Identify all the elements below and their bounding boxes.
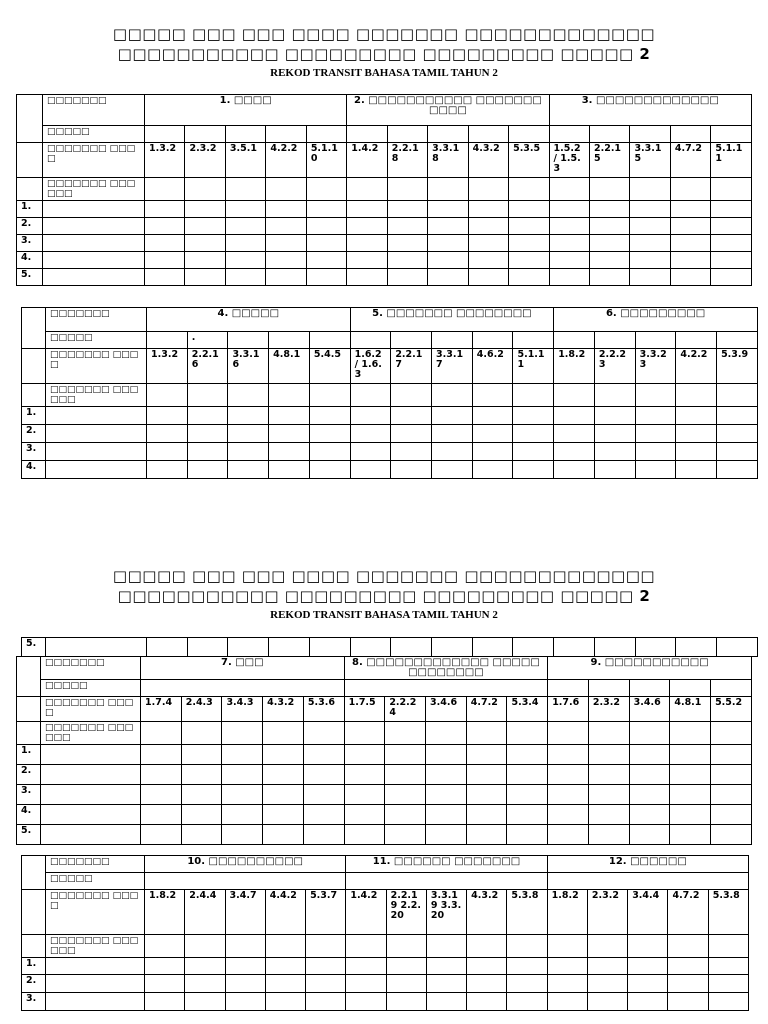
- subtopic-label: □□□□□: [46, 332, 147, 349]
- standard-code: 1.7.4: [141, 697, 182, 722]
- form-title-line-1-repeat: □□□□□ □□□ □□□ □□□□ □□□□□□□ □□□□□□□□□□□□□: [112, 567, 656, 585]
- row-number: 2.: [17, 218, 43, 235]
- standard-code: 1.3.2: [145, 143, 185, 178]
- student-name-cell[interactable]: [46, 425, 147, 443]
- student-name-cell[interactable]: [46, 958, 145, 975]
- corner-cell: [17, 657, 41, 697]
- subtopic-cell[interactable]: [391, 332, 432, 349]
- standard-code: 4.8.1: [269, 349, 310, 384]
- standard-code: 4.2.2: [266, 143, 306, 178]
- blank-cell: [22, 935, 46, 958]
- transit-table-1: [16, 94, 752, 286]
- subtopic-cell[interactable]: [670, 680, 711, 697]
- transit-table-4: [21, 855, 749, 1011]
- topic-group-3: 3. □□□□□□□□□□□□□: [549, 95, 751, 126]
- subtopic-label: □□□□□: [43, 126, 145, 143]
- carry-over-row: [21, 637, 758, 657]
- student-name-cell[interactable]: [41, 805, 141, 825]
- student-name-cell[interactable]: [46, 461, 147, 479]
- standard-code: 3.4.4: [628, 890, 668, 935]
- standard-code: 3.3.18: [428, 143, 468, 178]
- subtopic-cell[interactable]: [676, 332, 717, 349]
- standard-code: 1.7.5: [344, 697, 385, 722]
- standard-code: 4.6.2: [472, 349, 513, 384]
- topic-group-4: 4. □□□□□: [147, 308, 351, 332]
- corner-cell: [22, 856, 46, 890]
- standard-code: 3.4.6: [629, 697, 670, 722]
- topic-group-5: 5. □□□□□□□ □□□□□□□□: [350, 308, 554, 332]
- standard-code: 2.2.16: [187, 349, 228, 384]
- standard-code: 5.3.6: [303, 697, 344, 722]
- row-number: 2.: [22, 425, 46, 443]
- standard-code: 2.2.23: [594, 349, 635, 384]
- topic-group-6: 6. □□□□□□□□□: [554, 308, 758, 332]
- standard-code: 4.7.2: [668, 890, 708, 935]
- topic-group-2: 2. □□□□□□□□□□□ □□□□□□□□□□□: [347, 95, 549, 126]
- topic-group-8: 8. □□□□□□□□□□□□□ □□□□□□□□□□□□□: [344, 657, 548, 680]
- subtopic-cell[interactable]: [225, 126, 265, 143]
- form-title-line-2: □□□□□□□□□□□ □□□□□□□□□ □□□□□□□□□ □□□□□ 2: [117, 45, 651, 63]
- subtopic-cell[interactable]: [185, 126, 225, 143]
- standard-code: 2.2.18: [387, 143, 427, 178]
- subtopic-cell[interactable]: [670, 126, 710, 143]
- subtopic-label: □□□□□: [41, 680, 141, 697]
- subtopic-cell[interactable]: [306, 126, 346, 143]
- subtopic-cell[interactable]: [266, 126, 306, 143]
- corner-cell: [17, 95, 43, 143]
- student-name-cell[interactable]: [46, 443, 147, 461]
- row-number: 3.: [17, 785, 41, 805]
- student-name-cell[interactable]: [43, 235, 145, 252]
- blank-cell: [17, 178, 43, 201]
- standard-code: 4.3.2: [468, 143, 508, 178]
- standard-code: 3.3.23: [635, 349, 676, 384]
- row-number: 4.: [17, 252, 43, 269]
- row-number: 3.: [22, 443, 46, 461]
- topic-group-1: 1. □□□□: [145, 95, 347, 126]
- standard-code: 1.4.2: [346, 890, 386, 935]
- subtopic-cell[interactable]: [717, 332, 758, 349]
- row-number: 4.: [22, 461, 46, 479]
- student-name-cell[interactable]: [46, 993, 145, 1011]
- blank-cell: [17, 143, 43, 178]
- standard-code: 2.2.15: [589, 143, 629, 178]
- subtopic-cell[interactable]: [589, 126, 629, 143]
- subtopic-cell[interactable]: [141, 680, 345, 697]
- row-number: 1.: [22, 407, 46, 425]
- row-number: 5.: [17, 825, 41, 845]
- subtopic-cell[interactable]: [269, 332, 310, 349]
- standard-code: 3.4.3: [222, 697, 263, 722]
- row-number: 1.: [17, 745, 41, 765]
- subtopic-cell[interactable]: [711, 680, 752, 697]
- standard-code: 5.4.5: [309, 349, 350, 384]
- subtopic-cell[interactable]: [468, 126, 508, 143]
- subtopic-cell[interactable]: [350, 332, 391, 349]
- standard-code: 1.4.2: [347, 143, 387, 178]
- subtopic-cell[interactable]: [344, 680, 548, 697]
- standard-code: 2.3.2: [185, 143, 225, 178]
- level-label: □□□□□□□ □□□□□□: [46, 384, 147, 407]
- standard-code: 5.3.8: [708, 890, 748, 935]
- subtopic-cell[interactable]: [513, 332, 554, 349]
- standard-code: 1.5.2 / 1.5.3: [549, 143, 589, 178]
- standard-code: 1.7.6: [548, 697, 589, 722]
- standard-code: 5.3.5: [509, 143, 549, 178]
- student-name-cell[interactable]: [43, 218, 145, 235]
- standard-code: 4.4.2: [265, 890, 305, 935]
- standard-code: 1.3.2: [147, 349, 188, 384]
- subtopic-cell[interactable]: [147, 332, 188, 349]
- standard-label: □□□□□□□ □□□□: [46, 349, 147, 384]
- subtopic-cell[interactable]: [228, 332, 269, 349]
- row-number: 1.: [22, 958, 46, 975]
- row-number: 1.: [17, 201, 43, 218]
- standard-code: 3.3.15: [630, 143, 670, 178]
- topic-label: □□□□□□□: [46, 308, 147, 332]
- topic-group-12: 12. □□□□□□: [547, 856, 748, 873]
- topic-label: □□□□□□□: [43, 95, 145, 126]
- topic-group-7: 7. □□□: [141, 657, 345, 680]
- subtopic-cell[interactable]: [309, 332, 350, 349]
- row-number: 5.: [22, 638, 46, 657]
- student-name-cell[interactable]: [43, 201, 145, 218]
- standard-code: 1.6.2 / 1.6.3: [350, 349, 391, 384]
- student-name-cell[interactable]: [43, 269, 145, 286]
- subtopic-cell[interactable]: [594, 332, 635, 349]
- transit-table-2: [21, 307, 758, 479]
- row-number: 2.: [17, 765, 41, 785]
- standard-code: 1.8.2: [554, 349, 595, 384]
- row-number: 4.: [17, 805, 41, 825]
- subtopic-cell[interactable]: [145, 126, 185, 143]
- standard-code: 3.3.16: [228, 349, 269, 384]
- subtopic-cell[interactable]: [509, 126, 549, 143]
- standard-code: 4.7.2: [670, 143, 710, 178]
- level-label: □□□□□□□ □□□□□□: [43, 178, 145, 201]
- level-label: □□□□□□□ □□□□□□: [46, 935, 145, 958]
- form-title-line-2-repeat: □□□□□□□□□□□ □□□□□□□□□ □□□□□□□□□ □□□□□ 2: [117, 587, 651, 605]
- subtopic-cell[interactable]: [346, 873, 547, 890]
- subtopic-cell[interactable]: [387, 126, 427, 143]
- standard-code: 2.2.19 2.2.20: [386, 890, 426, 935]
- form-subtitle: REKOD TRANSIT BAHASA TAMIL TAHUN 2: [270, 67, 498, 79]
- row-number: 2.: [22, 975, 46, 993]
- subtopic-cell[interactable]: [548, 680, 589, 697]
- standard-code: 5.1.10: [306, 143, 346, 178]
- blank-cell: [17, 722, 41, 745]
- standard-code: 2.3.2: [587, 890, 627, 935]
- standard-code: 5.3.7: [306, 890, 346, 935]
- topic-label: □□□□□□□: [46, 856, 145, 873]
- subtopic-cell[interactable]: [549, 126, 589, 143]
- subtopic-cell[interactable]: [428, 126, 468, 143]
- subtopic-cell[interactable]: [472, 332, 513, 349]
- corner-cell: [22, 308, 46, 349]
- subtopic-cell[interactable]: [711, 126, 752, 143]
- standard-code: 4.3.2: [263, 697, 304, 722]
- subtopic-cell[interactable]: [145, 873, 346, 890]
- subtopic-cell[interactable]: [629, 680, 670, 697]
- topic-group-10: 10. □□□□□□□□□□: [145, 856, 346, 873]
- form-subtitle-repeat: REKOD TRANSIT BAHASA TAMIL TAHUN 2: [270, 609, 498, 621]
- level-label: □□□□□□□ □□□□□□: [41, 722, 141, 745]
- student-name-cell[interactable]: [41, 745, 141, 765]
- standard-code: 3.4.6: [426, 697, 467, 722]
- subtopic-cell[interactable]: [630, 126, 670, 143]
- student-name-cell[interactable]: [41, 785, 141, 805]
- student-name-cell[interactable]: [46, 975, 145, 993]
- standard-code: 5.1.11: [513, 349, 554, 384]
- blank-cell: [22, 349, 46, 384]
- subtopic-cell[interactable]: [547, 873, 748, 890]
- standard-code: 2.2.24: [385, 697, 426, 722]
- row-number: 5.: [17, 269, 43, 286]
- standard-code: 3.5.1: [225, 143, 265, 178]
- standard-code: 4.2.2: [676, 349, 717, 384]
- blank-cell: [22, 890, 46, 935]
- subtopic-cell[interactable]: [347, 126, 387, 143]
- topic-group-11: 11. □□□□□□ □□□□□□□: [346, 856, 547, 873]
- form-title-line-1: □□□□□ □□□ □□□ □□□□ □□□□□□□ □□□□□□□□□□□□□: [112, 25, 656, 43]
- topic-group-9: 9. □□□□□□□□□□□: [548, 657, 752, 680]
- standard-code: 3.3.17: [432, 349, 473, 384]
- standard-code: 5.3.8: [507, 890, 547, 935]
- blank-cell: [22, 384, 46, 407]
- student-name-cell[interactable]: [41, 765, 141, 785]
- standard-code: 2.2.17: [391, 349, 432, 384]
- standard-code: 5.5.2: [711, 697, 752, 722]
- standard-code: 1.8.2: [547, 890, 587, 935]
- standard-code: 5.3.9: [717, 349, 758, 384]
- standard-label: □□□□□□□ □□□□: [43, 143, 145, 178]
- student-name-cell[interactable]: [46, 638, 147, 657]
- standard-label: □□□□□□□ □□□□: [46, 890, 145, 935]
- subtopic-cell[interactable]: [635, 332, 676, 349]
- row-number: 3.: [17, 235, 43, 252]
- subtopic-cell[interactable]: [588, 680, 629, 697]
- topic-label: □□□□□□□: [41, 657, 141, 680]
- standard-code: 5.3.4: [507, 697, 548, 722]
- student-name-cell[interactable]: [41, 825, 141, 845]
- standard-code: 5.1.11: [711, 143, 752, 178]
- row-number: 3.: [22, 993, 46, 1011]
- subtopic-cell[interactable]: [554, 332, 595, 349]
- standard-code: 4.3.2: [467, 890, 507, 935]
- standard-label: □□□□□□□ □□□□: [41, 697, 141, 722]
- standard-code: 2.4.4: [185, 890, 225, 935]
- student-name-cell[interactable]: [43, 252, 145, 269]
- subtopic-cell[interactable]: [432, 332, 473, 349]
- standard-code: 4.8.1: [670, 697, 711, 722]
- standard-code: 3.3.19 3.3.20: [426, 890, 466, 935]
- standard-code: 2.3.2: [588, 697, 629, 722]
- transit-table-3: [16, 656, 752, 845]
- standard-code: 1.8.2: [145, 890, 185, 935]
- blank-cell: [17, 697, 41, 722]
- subtopic-label: □□□□□: [46, 873, 145, 890]
- student-name-cell[interactable]: [46, 407, 147, 425]
- standard-code: 3.4.7: [225, 890, 265, 935]
- standard-code: 2.4.3: [181, 697, 222, 722]
- subtopic-cell[interactable]: .: [187, 332, 228, 349]
- standard-code: 4.7.2: [466, 697, 507, 722]
